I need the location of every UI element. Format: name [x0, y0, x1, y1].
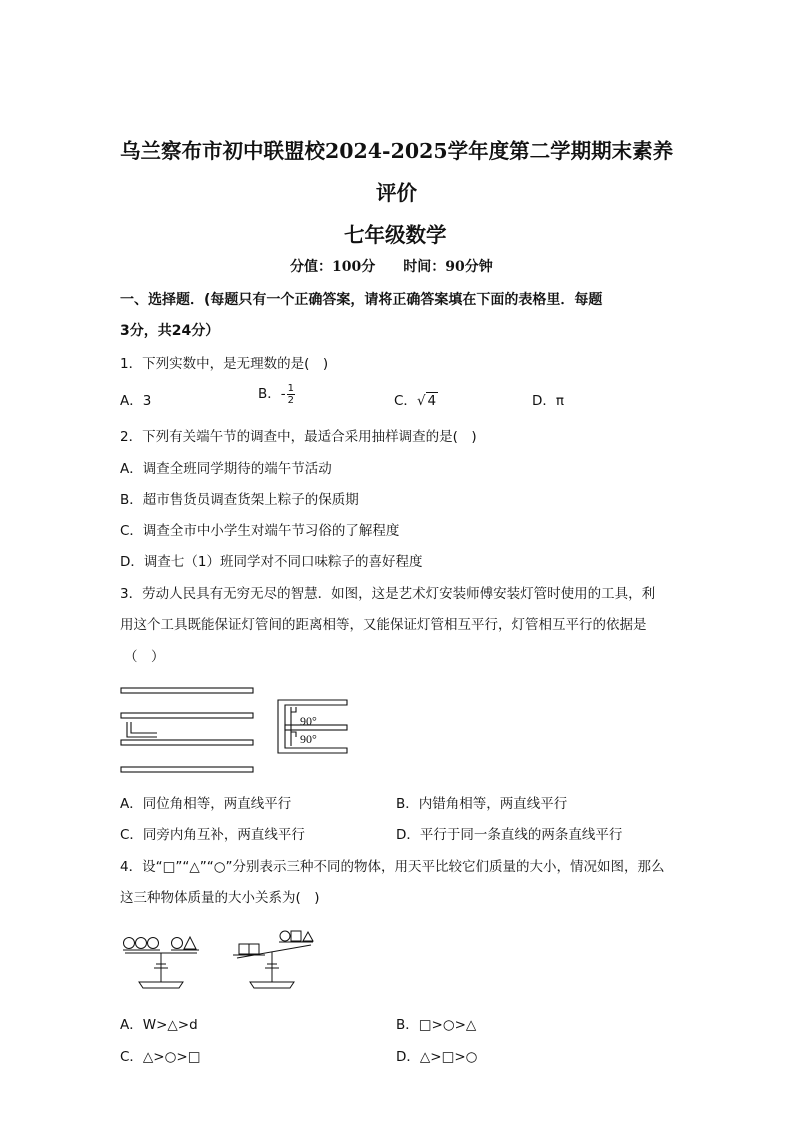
- square-object: [291, 931, 301, 941]
- circle-object: [148, 938, 159, 949]
- q3-stem-line2: 用这个工具既能保证灯管间的距离相等，又能保证灯管相互平行，灯管相互平行的依据是: [120, 617, 647, 633]
- q3-option-c: C．同旁内角互补，两直线平行: [120, 827, 305, 843]
- lamp-tool-figure: [115, 682, 360, 778]
- lamp-tube-4: [121, 767, 253, 772]
- q1-stem: 1．下列实数中，是无理数的是( ): [120, 356, 329, 372]
- lamp-tube-3: [121, 740, 253, 745]
- q3-option-b: B．内错角相等，两直线平行: [396, 796, 568, 812]
- section-heading-line1: 一、选择题．(每题只有一个正确答案，请将正确答案填在下面的表格里．每题: [120, 292, 603, 308]
- square-object: [239, 944, 249, 954]
- circle-object: [172, 938, 183, 949]
- angle-label-1: 90°: [300, 714, 317, 728]
- q4-option-c: C．△>○>□: [120, 1049, 201, 1065]
- fraction-numerator: 1: [287, 382, 295, 394]
- q2-option-c: C．调查全市中小学生对端午节习俗的了解程度: [120, 523, 400, 539]
- q4-option-a: A．W>△>d: [120, 1017, 198, 1033]
- q2-option-a: A．调查全班同学期待的端午节活动: [120, 461, 332, 477]
- q1-option-c: [394, 389, 438, 409]
- fraction: [287, 383, 295, 406]
- tilted-beam: [237, 945, 311, 958]
- section-heading-line2: 3分，共24分）: [120, 323, 220, 339]
- q1-option-b: [258, 382, 295, 406]
- lamp-tube-2: [121, 713, 253, 718]
- exam-meta: 分值：100分 时间：90分钟: [290, 259, 493, 275]
- q1-option-a: A．3: [120, 393, 152, 409]
- q1-option-c-prefix: C．: [394, 393, 417, 409]
- angle-label-2: 90°: [300, 732, 317, 746]
- base: [139, 982, 183, 988]
- q1-option-d: D．π: [532, 393, 565, 409]
- q3-option-a: A．同位角相等，两直线平行: [120, 796, 292, 812]
- q2-stem: 2．下列有关端午节的调查中，最适合采用抽样调查的是( ): [120, 429, 477, 445]
- fraction-denominator: 2: [287, 394, 295, 406]
- triangle-object: [184, 937, 196, 949]
- exam-subject: 七年级数学: [344, 223, 447, 247]
- exam-title-line1: 乌兰察布市初中联盟校2024-2025学年度第二学期期末素养: [120, 139, 674, 163]
- q2-option-b: B．超市售货员调查货架上粽子的保质期: [120, 492, 359, 508]
- balance-1: [123, 937, 199, 988]
- q2-option-d: D．调查七（1）班同学对不同口味粽子的喜好程度: [120, 554, 423, 570]
- base: [250, 982, 294, 988]
- q4-option-d: D．△>□>○: [396, 1049, 478, 1065]
- q4-option-b: B．□>○>△: [396, 1017, 477, 1033]
- balance-2: [233, 931, 313, 988]
- radicand: 4: [427, 393, 437, 409]
- balance-figure: [115, 924, 315, 996]
- tool-bracket-small-inner: [131, 722, 157, 733]
- lamp-tubes: [121, 688, 253, 772]
- right-angle-mark-2: [291, 732, 296, 737]
- square-object: [249, 944, 259, 954]
- right-angle-mark-1: [291, 707, 296, 712]
- circle-object: [124, 938, 135, 949]
- q1-option-b-prefix: B．-: [258, 386, 286, 402]
- circle-object: [136, 938, 147, 949]
- q4-stem-line1: 4．设“□”“△”“○”分别表示三种不同的物体，用天平比较它们质量的大小，情况如图，那么: [120, 859, 665, 875]
- q3-stem-line1: 3．劳动人民具有无穷无尽的智慧．如图，这是艺术灯安装师傅安装灯管时使用的工具，利: [120, 586, 656, 602]
- q4-stem-line2: 这三种物体质量的大小关系为( ): [120, 890, 320, 906]
- lamp-tube-1: [121, 688, 253, 693]
- exam-title-line2: 评价: [376, 181, 417, 205]
- square-root: √ 4: [416, 393, 437, 409]
- triangle-object: [303, 932, 313, 941]
- q3-option-d: D．平行于同一条直线的两条直线平行: [396, 827, 623, 843]
- circle-object: [280, 931, 290, 941]
- q3-stem-line3: （ ）: [124, 649, 165, 665]
